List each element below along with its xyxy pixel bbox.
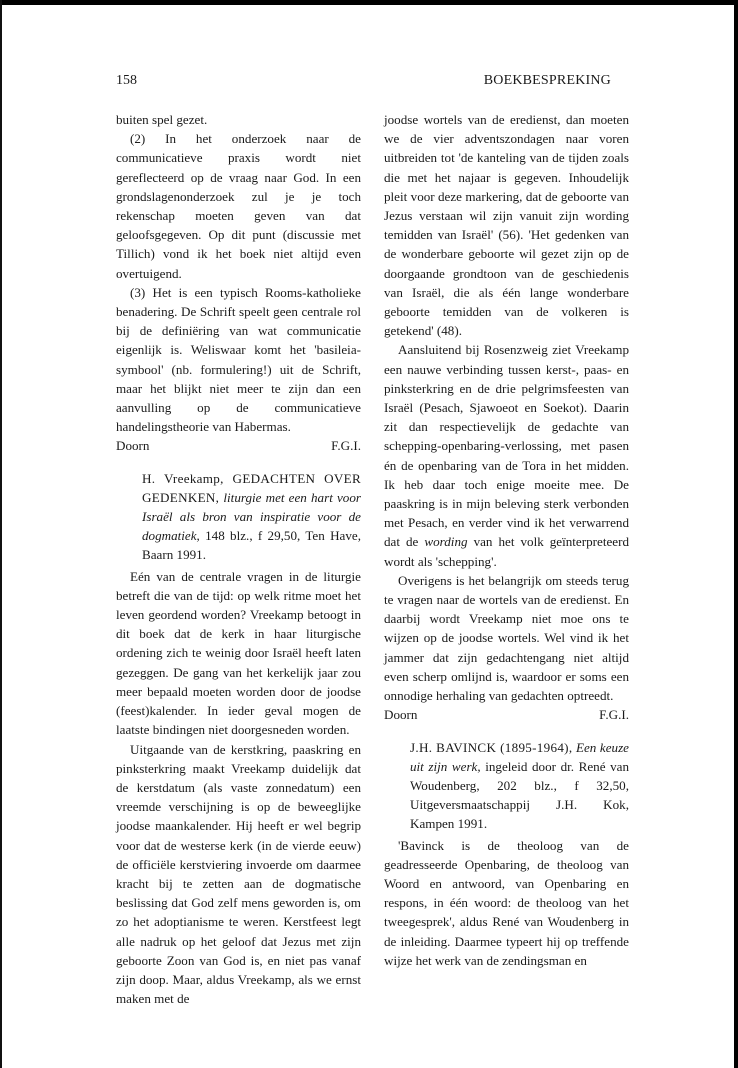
review-signature: [116, 436, 361, 455]
scan-edge-left: [0, 0, 2, 1068]
book-title: Een keuze uit zijn werk,: [410, 739, 629, 774]
book-author-title: H. Vreekamp, GEDACHTEN OVER GEDENKEN,: [142, 470, 361, 505]
scan-edge-right: [734, 0, 738, 1068]
book-reference: [142, 469, 361, 565]
page-header: [116, 73, 611, 93]
book-details: ingeleid door dr. René van Woudenberg, 202 blz., f 32,50, Uitgeversmaatschappij J.H. Kok, Kampen 1991.: [410, 758, 630, 832]
paragraph: (3) Het is een typisch Rooms-katholieke benadering. De Schrift speelt geen centrale rol bij de definiëring van wat communicatie eigenlijk is. Weliswaar komt het 'basileia-symbool' (nb. formulering!) uit de Schrift, maar het blijkt niet meer te zijn dan een aanvulling op de communicatieve handelingstheorie van Habermas.: [116, 284, 361, 435]
paragraph: joodse wortels van de eredienst, dan moeten we de vier adventszondagen naar voren uitbreiden tot 'de kanteling van de tijden zoals die met het najaar is gegeven. Inhoudelijk pleit voor deze markering, dat de geboorte van Jezus verstaan wil zijn vanuit zijn wording temidden van Israël' (56). 'Het gedenken van de wonderbare geboorte wil gezet zijn op de doorgaande grondtoon van de geschiedenis van Israël, die als één lange wonderbare geboorte temidden van de volkeren is getekend' (48).: [384, 112, 629, 339]
paragraph: buiten spel gezet.: [116, 112, 208, 127]
book-subtitle: liturgie met een hart voor Israël als bron van inspiratie voor de dogmatiek,: [142, 489, 361, 544]
paragraph: Overigens is het belangrijk om steeds terug te vragen naar de wortels van de eredienst. En daarbij wordt Vreekamp niet moe ons te wijzen op de joodse wortels. Wel vind ik het jammer dat zijn gedachtengang niet altijd even scherp omlijnd is, waardoor er soms een onnodige herhaling van gedachten optreedt.: [384, 572, 629, 704]
signature-place: Doorn: [116, 438, 150, 454]
signature-place: Doorn: [384, 707, 418, 723]
signature-initials: F.G.I.: [331, 438, 361, 454]
page-number: 158: [116, 73, 137, 88]
paragraph: [384, 340, 629, 570]
running-head: BOEKBESPREKING: [483, 73, 611, 88]
paragraph: Uitgaande van de kerstkring, paaskring en pinksterkring maakt Vreekamp duidelijk dat de kerstdatum (als vaste zonnedatum) een vreemde verschijning is op de beweeglijke joodse maankalender. Hij heeft er wel begrip voor dat de westerse kerk (in de vierde eeuw) de officiële kerstviering invoerde om daarmee kracht bij te zetten aan de dogmatische beslissing dat God zelf mens geworden is, om zo het adoptianisme te weren. Kerstfeest legt alle nadruk op het geloof dat Jezus met zijn geboorte Zoon van God is, en niet pas vanaf zijn doop. Maar, aldus Vreekamp, als we ernst maken met de: [116, 741, 361, 1007]
paragraph: 'Bavinck is de theoloog van de geadresseerde Openbaring, de theoloog van Woord en antwoord, van Openbaring en respons, in één woord: de theoloog van het tweegesprek', aldus René van Woudenberg in de inleiding. Daarmee typeert hij op treffende wijze het werk van de zendingsman en: [384, 837, 629, 968]
paragraph: Eén van de centrale vragen in de liturgie betreft die van de tijd: op welk ritme moet het leven geordend worden? Vreekamp betoogt in dit boek dat de kerk in haar liturgische ordening zich te weinig door Israël heeft laten gezeggen. De gang van het kerkelijk jaar zou meer bepaald moeten worden door de joodse (feest)kalender. In ieder geval mogen de laatste bindingen niet doorgesneden worden.: [116, 568, 361, 738]
book-pages-price: 148 blz., f 29,50,: [205, 528, 301, 544]
emphasis: wording: [424, 534, 468, 550]
right-column: [384, 110, 629, 970]
book-author: J.H. BAVINCK (1895-1964),: [410, 739, 573, 755]
left-column: [116, 110, 361, 1008]
signature-initials: F.G.I.: [599, 707, 629, 723]
book-reference: [410, 738, 629, 834]
review-signature: [384, 705, 629, 724]
paragraph-text: van het volk geïnterpreteerd wordt als 'schepping'.: [384, 534, 629, 569]
scan-edge-top: [0, 0, 738, 5]
paragraph-text: Aansluitend bij Rosenzweig ziet Vreekamp een nauwe verbinding tussen kerst-, paas- en pinksterkring en de drie pelgrimsfeesten van Israël (Pesach, Sjawoeot en Soekot). Daarin zit dan respectievelijk de gedachte van schepping-openbaring-verlossing, met pasen én de openbaring van de Tora in het midden. Ik heb daar toch enige moeite mee. De paaskring is in mijn beleving sterk verbonden met Pesach, en verder vind ik het verwarrend dat de: [384, 342, 629, 550]
paragraph: (2) In het onderzoek naar de communicatieve praxis wordt niet gereflecteerd op de vraag naar God. In een grondslagenonderzoek zul je je toch rekenschap moeten geven van dat geloofsgegeven. Op dit punt (discussie met Tillich) vond ik het boek niet altijd even overtuigend.: [116, 131, 361, 281]
book-publisher: Ten Have, Baarn 1991.: [142, 528, 361, 563]
